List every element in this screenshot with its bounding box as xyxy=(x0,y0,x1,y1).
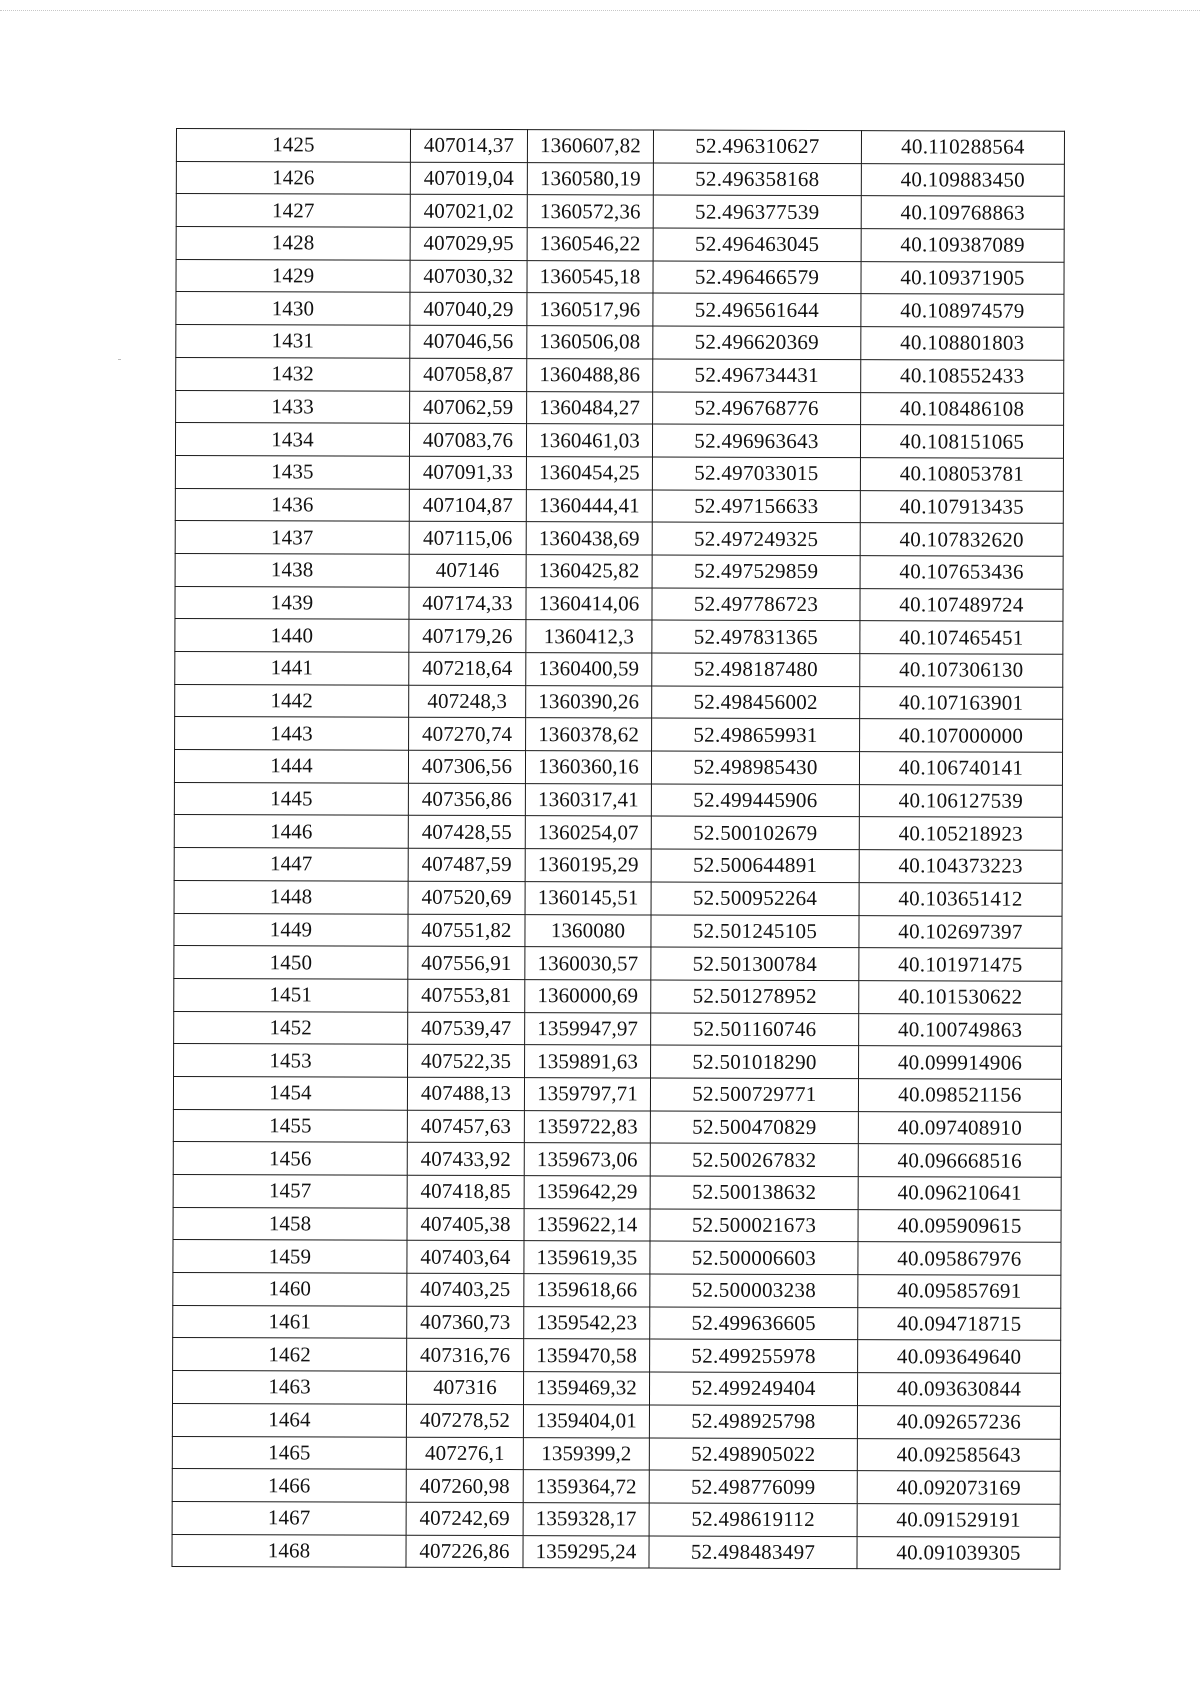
latitude-cell: 52.496358168 xyxy=(653,163,861,196)
point-number-cell: 1466 xyxy=(172,1469,406,1502)
table-row xyxy=(173,1076,1061,1111)
y-coordinate-cell: 1360545,18 xyxy=(527,260,653,293)
table-row xyxy=(175,488,1063,523)
y-coordinate-cell: 1359542,23 xyxy=(524,1306,650,1339)
longitude-cell: 40.103651412 xyxy=(859,882,1062,915)
table-row xyxy=(176,390,1064,425)
y-coordinate-cell: 1360360,16 xyxy=(525,751,651,784)
longitude-cell: 40.108974579 xyxy=(861,294,1064,327)
point-number-cell: 1458 xyxy=(173,1207,407,1240)
table-row xyxy=(176,194,1064,229)
x-coordinate-cell: 407428,55 xyxy=(408,816,525,849)
y-coordinate-cell: 1359642,29 xyxy=(524,1176,650,1209)
point-number-cell: 1454 xyxy=(173,1076,407,1109)
x-coordinate-cell: 407248,3 xyxy=(409,685,526,718)
y-coordinate-cell: 1360607,82 xyxy=(527,130,653,163)
longitude-cell: 40.101530622 xyxy=(859,981,1062,1014)
latitude-cell: 52.500006603 xyxy=(650,1241,858,1274)
longitude-cell: 40.108486108 xyxy=(861,392,1064,425)
x-coordinate-cell: 407539,47 xyxy=(408,1012,525,1045)
latitude-cell: 52.498985430 xyxy=(651,751,859,784)
point-number-cell: 1451 xyxy=(174,978,408,1011)
y-coordinate-cell: 1359399,2 xyxy=(523,1437,649,1470)
x-coordinate-cell: 407403,25 xyxy=(407,1273,524,1306)
latitude-cell: 52.497786723 xyxy=(652,588,860,621)
point-number-cell: 1433 xyxy=(176,390,410,423)
x-coordinate-cell: 407418,85 xyxy=(407,1175,524,1208)
latitude-cell: 52.501278952 xyxy=(651,980,859,1013)
latitude-cell: 52.498905022 xyxy=(649,1437,857,1470)
x-coordinate-cell: 407179,26 xyxy=(409,620,526,653)
table-row xyxy=(175,521,1063,556)
longitude-cell: 40.096668516 xyxy=(858,1144,1061,1177)
x-coordinate-cell: 407520,69 xyxy=(408,881,525,914)
point-number-cell: 1426 xyxy=(176,161,410,194)
point-number-cell: 1468 xyxy=(172,1534,406,1567)
longitude-cell: 40.107000000 xyxy=(860,719,1063,752)
table-row xyxy=(175,651,1063,686)
page-top-edge xyxy=(0,10,1200,11)
table-row xyxy=(174,815,1062,850)
y-coordinate-cell: 1359673,06 xyxy=(524,1143,650,1176)
table-row xyxy=(176,259,1064,294)
y-coordinate-cell: 1359947,97 xyxy=(525,1012,651,1045)
point-number-cell: 1453 xyxy=(174,1044,408,1077)
x-coordinate-cell: 407218,64 xyxy=(409,652,526,685)
latitude-cell: 52.501018290 xyxy=(651,1045,859,1078)
point-number-cell: 1457 xyxy=(173,1174,407,1207)
point-number-cell: 1427 xyxy=(176,194,410,227)
x-coordinate-cell: 407488,13 xyxy=(407,1077,524,1110)
point-number-cell: 1443 xyxy=(175,717,409,750)
table-row xyxy=(176,325,1064,360)
x-coordinate-cell: 407276,1 xyxy=(406,1437,523,1470)
latitude-cell: 52.500138632 xyxy=(650,1176,858,1209)
latitude-cell: 52.499249404 xyxy=(649,1372,857,1405)
point-number-cell: 1456 xyxy=(173,1142,407,1175)
y-coordinate-cell: 1359404,01 xyxy=(523,1404,649,1437)
table-row xyxy=(173,1174,1061,1209)
y-coordinate-cell: 1359619,35 xyxy=(524,1241,650,1274)
x-coordinate-cell: 407021,02 xyxy=(410,195,527,228)
table-row xyxy=(172,1436,1060,1471)
longitude-cell: 40.097408910 xyxy=(858,1111,1061,1144)
longitude-cell: 40.091039305 xyxy=(857,1536,1060,1569)
point-number-cell: 1442 xyxy=(175,684,409,717)
point-number-cell: 1459 xyxy=(173,1240,407,1273)
table-row xyxy=(176,292,1064,327)
table-row xyxy=(174,913,1062,948)
point-number-cell: 1446 xyxy=(174,815,408,848)
latitude-cell: 52.500644891 xyxy=(651,849,859,882)
y-coordinate-cell: 1360317,41 xyxy=(525,783,651,816)
table-row xyxy=(174,750,1062,785)
latitude-cell: 52.500021673 xyxy=(650,1209,858,1242)
latitude-cell: 52.496963643 xyxy=(652,424,860,457)
table-row xyxy=(172,1371,1060,1406)
x-coordinate-cell: 407553,81 xyxy=(408,979,525,1012)
y-coordinate-cell: 1360517,96 xyxy=(527,293,653,326)
longitude-cell: 40.109371905 xyxy=(861,261,1064,294)
longitude-cell: 40.108801803 xyxy=(861,327,1064,360)
point-number-cell: 1463 xyxy=(172,1371,406,1404)
point-number-cell: 1440 xyxy=(175,619,409,652)
x-coordinate-cell: 407278,52 xyxy=(406,1404,523,1437)
longitude-cell: 40.104373223 xyxy=(859,850,1062,883)
longitude-cell: 40.106127539 xyxy=(859,784,1062,817)
longitude-cell: 40.110288564 xyxy=(861,131,1064,164)
longitude-cell: 40.108053781 xyxy=(860,458,1063,491)
y-coordinate-cell: 1359891,63 xyxy=(525,1045,651,1078)
table-row xyxy=(173,1338,1061,1373)
latitude-cell: 52.499255978 xyxy=(650,1339,858,1372)
y-coordinate-cell: 1360000,69 xyxy=(525,979,651,1012)
longitude-cell: 40.107653436 xyxy=(860,556,1063,589)
table-row xyxy=(172,1501,1060,1536)
y-coordinate-cell: 1360378,62 xyxy=(526,718,652,751)
y-coordinate-cell: 1359618,66 xyxy=(524,1274,650,1307)
point-number-cell: 1447 xyxy=(174,848,408,881)
longitude-cell: 40.108552433 xyxy=(861,359,1064,392)
latitude-cell: 52.500003238 xyxy=(650,1274,858,1307)
y-coordinate-cell: 1360425,82 xyxy=(526,555,652,588)
latitude-cell: 52.500102679 xyxy=(651,816,859,849)
x-coordinate-cell: 407146 xyxy=(409,554,526,587)
point-number-cell: 1449 xyxy=(174,913,408,946)
latitude-cell: 52.499445906 xyxy=(651,784,859,817)
y-coordinate-cell: 1360030,57 xyxy=(525,947,651,980)
y-coordinate-cell: 1360506,08 xyxy=(527,326,653,359)
point-number-cell: 1452 xyxy=(174,1011,408,1044)
y-coordinate-cell: 1360438,69 xyxy=(526,522,652,555)
y-coordinate-cell: 1360484,27 xyxy=(527,391,653,424)
longitude-cell: 40.107913435 xyxy=(860,490,1063,523)
latitude-cell: 52.498483497 xyxy=(649,1536,857,1569)
x-coordinate-cell: 407242,69 xyxy=(406,1502,523,1535)
longitude-cell: 40.094718715 xyxy=(858,1307,1061,1340)
table-row xyxy=(172,1469,1060,1504)
longitude-cell: 40.101971475 xyxy=(859,948,1062,981)
latitude-cell: 52.496466579 xyxy=(653,261,861,294)
x-coordinate-cell: 407104,87 xyxy=(409,489,526,522)
y-coordinate-cell: 1359470,58 xyxy=(524,1339,650,1372)
latitude-cell: 52.496463045 xyxy=(653,228,861,261)
table-row xyxy=(176,227,1064,262)
y-coordinate-cell: 1360412,3 xyxy=(526,620,652,653)
table-row xyxy=(173,1273,1061,1308)
y-coordinate-cell: 1360580,19 xyxy=(527,162,653,195)
x-coordinate-cell: 407260,98 xyxy=(406,1469,523,1502)
latitude-cell: 52.497033015 xyxy=(652,457,860,490)
longitude-cell: 40.096210641 xyxy=(858,1177,1061,1210)
latitude-cell: 52.498659931 xyxy=(652,718,860,751)
point-number-cell: 1436 xyxy=(175,488,409,521)
x-coordinate-cell: 407019,04 xyxy=(410,162,527,195)
x-coordinate-cell: 407306,56 xyxy=(408,750,525,783)
y-coordinate-cell: 1360572,36 xyxy=(527,195,653,228)
x-coordinate-cell: 407405,38 xyxy=(407,1208,524,1241)
latitude-cell: 52.498187480 xyxy=(652,653,860,686)
latitude-cell: 52.500470829 xyxy=(650,1111,858,1144)
table-row xyxy=(174,782,1062,817)
longitude-cell: 40.107306130 xyxy=(860,654,1063,687)
x-coordinate-cell: 407522,35 xyxy=(408,1044,525,1077)
table-row xyxy=(172,1403,1060,1438)
table-row xyxy=(173,1142,1061,1177)
table-row xyxy=(176,161,1064,196)
y-coordinate-cell: 1359364,72 xyxy=(523,1470,649,1503)
x-coordinate-cell: 407062,59 xyxy=(410,391,527,424)
x-coordinate-cell: 407029,95 xyxy=(410,227,527,260)
table-row xyxy=(174,1011,1062,1046)
latitude-cell: 52.501245105 xyxy=(651,914,859,947)
table-row xyxy=(175,553,1063,588)
y-coordinate-cell: 1359797,71 xyxy=(524,1078,650,1111)
point-number-cell: 1438 xyxy=(175,553,409,586)
point-number-cell: 1432 xyxy=(176,357,410,390)
longitude-cell: 40.102697397 xyxy=(859,915,1062,948)
latitude-cell: 52.498456002 xyxy=(652,686,860,719)
longitude-cell: 40.091529191 xyxy=(857,1504,1060,1537)
latitude-cell: 52.498925798 xyxy=(649,1405,857,1438)
y-coordinate-cell: 1360461,03 xyxy=(526,424,652,457)
y-coordinate-cell: 1359295,24 xyxy=(523,1535,649,1568)
longitude-cell: 40.106740141 xyxy=(859,752,1062,785)
point-number-cell: 1460 xyxy=(173,1273,407,1306)
table-row xyxy=(174,880,1062,915)
longitude-cell: 40.093630844 xyxy=(857,1373,1060,1406)
table-row xyxy=(175,455,1063,490)
y-coordinate-cell: 1360195,29 xyxy=(525,849,651,882)
latitude-cell: 52.497831365 xyxy=(652,620,860,653)
x-coordinate-cell: 407040,29 xyxy=(410,293,527,326)
point-number-cell: 1448 xyxy=(174,880,408,913)
y-coordinate-cell: 1359469,32 xyxy=(523,1372,649,1405)
point-number-cell: 1445 xyxy=(174,782,408,815)
table-row xyxy=(176,129,1064,164)
latitude-cell: 52.497529859 xyxy=(652,555,860,588)
point-number-cell: 1425 xyxy=(176,129,410,162)
point-number-cell: 1437 xyxy=(175,521,409,554)
longitude-cell: 40.095909615 xyxy=(858,1209,1061,1242)
x-coordinate-cell: 407487,59 xyxy=(408,848,525,881)
table-row xyxy=(175,684,1063,719)
x-coordinate-cell: 407083,76 xyxy=(409,423,526,456)
scan-speck xyxy=(118,359,121,360)
point-number-cell: 1467 xyxy=(172,1501,406,1534)
latitude-cell: 52.498776099 xyxy=(649,1470,857,1503)
longitude-cell: 40.093649640 xyxy=(858,1340,1061,1373)
latitude-cell: 52.496768776 xyxy=(653,391,861,424)
longitude-cell: 40.099914906 xyxy=(859,1046,1062,1079)
x-coordinate-cell: 407316 xyxy=(406,1371,523,1404)
table-row xyxy=(175,586,1063,621)
latitude-cell: 52.497156633 xyxy=(652,490,860,523)
x-coordinate-cell: 407115,06 xyxy=(409,521,526,554)
y-coordinate-cell: 1360414,06 xyxy=(526,587,652,620)
coordinates-table-body xyxy=(172,129,1065,1570)
longitude-cell: 40.098521156 xyxy=(858,1079,1061,1112)
table-row xyxy=(174,1044,1062,1079)
latitude-cell: 52.501300784 xyxy=(651,947,859,980)
x-coordinate-cell: 407046,56 xyxy=(410,325,527,358)
y-coordinate-cell: 1360145,51 xyxy=(525,881,651,914)
x-coordinate-cell: 407174,33 xyxy=(409,587,526,620)
table-row xyxy=(175,423,1063,458)
longitude-cell: 40.107465451 xyxy=(860,621,1063,654)
x-coordinate-cell: 407551,82 xyxy=(408,914,525,947)
longitude-cell: 40.105218923 xyxy=(859,817,1062,850)
table-row xyxy=(176,357,1064,392)
longitude-cell: 40.095867976 xyxy=(858,1242,1061,1275)
x-coordinate-cell: 407226,86 xyxy=(406,1535,523,1568)
y-coordinate-cell: 1359622,14 xyxy=(524,1208,650,1241)
longitude-cell: 40.107489724 xyxy=(860,588,1063,621)
table-row xyxy=(175,619,1063,654)
x-coordinate-cell: 407091,33 xyxy=(409,456,526,489)
x-coordinate-cell: 407556,91 xyxy=(408,946,525,979)
longitude-cell: 40.109387089 xyxy=(861,229,1064,262)
point-number-cell: 1439 xyxy=(175,586,409,619)
latitude-cell: 52.496620369 xyxy=(653,326,861,359)
longitude-cell: 40.107163901 xyxy=(860,686,1063,719)
longitude-cell: 40.108151065 xyxy=(860,425,1063,458)
x-coordinate-cell: 407030,32 xyxy=(410,260,527,293)
latitude-cell: 52.501160746 xyxy=(651,1013,859,1046)
longitude-cell: 40.109768863 xyxy=(861,196,1064,229)
table-row xyxy=(174,978,1062,1013)
point-number-cell: 1430 xyxy=(176,292,410,325)
latitude-cell: 52.500952264 xyxy=(651,882,859,915)
table-row xyxy=(173,1240,1061,1275)
latitude-cell: 52.497249325 xyxy=(652,522,860,555)
latitude-cell: 52.500729771 xyxy=(650,1078,858,1111)
point-number-cell: 1455 xyxy=(173,1109,407,1142)
longitude-cell: 40.092657236 xyxy=(857,1405,1060,1438)
x-coordinate-cell: 407457,63 xyxy=(407,1110,524,1143)
longitude-cell: 40.109883450 xyxy=(861,163,1064,196)
y-coordinate-cell: 1360254,07 xyxy=(525,816,651,849)
y-coordinate-cell: 1360488,86 xyxy=(527,358,653,391)
longitude-cell: 40.107832620 xyxy=(860,523,1063,556)
longitude-cell: 40.092073169 xyxy=(857,1471,1060,1504)
table-row xyxy=(172,1534,1060,1569)
y-coordinate-cell: 1360546,22 xyxy=(527,228,653,261)
longitude-cell: 40.100749863 xyxy=(859,1013,1062,1046)
latitude-cell: 52.500267832 xyxy=(650,1143,858,1176)
point-number-cell: 1441 xyxy=(175,651,409,684)
point-number-cell: 1461 xyxy=(173,1305,407,1338)
table-row xyxy=(173,1207,1061,1242)
point-number-cell: 1450 xyxy=(174,946,408,979)
point-number-cell: 1434 xyxy=(175,423,409,456)
x-coordinate-cell: 407433,92 xyxy=(407,1143,524,1176)
latitude-cell: 52.496734431 xyxy=(653,359,861,392)
x-coordinate-cell: 407403,64 xyxy=(407,1241,524,1274)
latitude-cell: 52.499636605 xyxy=(650,1307,858,1340)
table-row xyxy=(174,946,1062,981)
x-coordinate-cell: 407356,86 xyxy=(408,783,525,816)
point-number-cell: 1462 xyxy=(173,1338,407,1371)
table-row xyxy=(173,1109,1061,1144)
table-row xyxy=(173,1305,1061,1340)
longitude-cell: 40.095857691 xyxy=(858,1275,1061,1308)
point-number-cell: 1464 xyxy=(172,1403,406,1436)
x-coordinate-cell: 407014,37 xyxy=(410,129,527,162)
table-row xyxy=(174,848,1062,883)
y-coordinate-cell: 1360390,26 xyxy=(526,685,652,718)
point-number-cell: 1428 xyxy=(176,227,410,260)
latitude-cell: 52.496561644 xyxy=(653,293,861,326)
x-coordinate-cell: 407316,76 xyxy=(407,1339,524,1372)
point-number-cell: 1444 xyxy=(174,750,408,783)
x-coordinate-cell: 407360,73 xyxy=(407,1306,524,1339)
point-number-cell: 1431 xyxy=(176,325,410,358)
y-coordinate-cell: 1360454,25 xyxy=(526,456,652,489)
y-coordinate-cell: 1360444,41 xyxy=(526,489,652,522)
latitude-cell: 52.498619112 xyxy=(649,1503,857,1536)
y-coordinate-cell: 1359722,83 xyxy=(524,1110,650,1143)
latitude-cell: 52.496310627 xyxy=(653,130,861,163)
point-number-cell: 1465 xyxy=(172,1436,406,1469)
point-number-cell: 1435 xyxy=(175,455,409,488)
x-coordinate-cell: 407270,74 xyxy=(409,718,526,751)
x-coordinate-cell: 407058,87 xyxy=(410,358,527,391)
y-coordinate-cell: 1360080 xyxy=(525,914,651,947)
table-row xyxy=(175,717,1063,752)
coordinates-table xyxy=(171,128,1065,1570)
y-coordinate-cell: 1360400,59 xyxy=(526,653,652,686)
latitude-cell: 52.496377539 xyxy=(653,195,861,228)
y-coordinate-cell: 1359328,17 xyxy=(523,1502,649,1535)
point-number-cell: 1429 xyxy=(176,259,410,292)
longitude-cell: 40.092585643 xyxy=(857,1438,1060,1471)
